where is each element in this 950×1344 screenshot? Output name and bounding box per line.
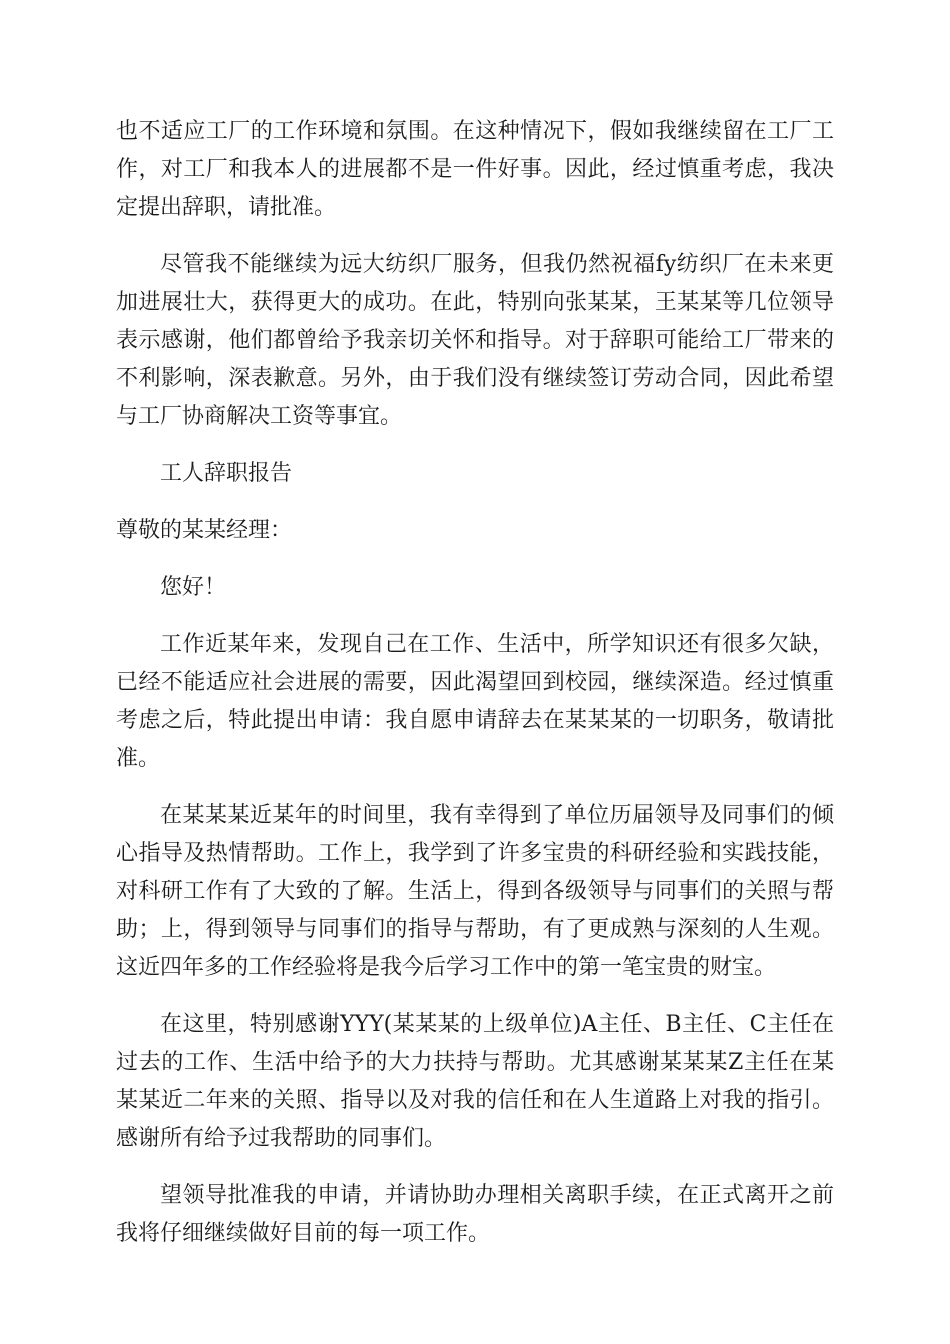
paragraph-thanks-factory: 尽管我不能继续为远大纺织厂服务，但我仍然祝福fy纺织厂在未来更加进展壮大，获得更大的成功。在此，特别向张某某，王某某等几位领导表示感谢，他们都曾给予我亲切关怀和指导。对于辞职可能给工厂带来的不利影响，深表歉意。另外，由于我们没有继续签订劳动合同，因此希望与工厂协商解决工资等事宜。 [116,252,834,429]
paragraph-continuation: 也不适应工厂的工作环境和氛围。在这种情况下，假如我继续留在工厂工作，对工厂和我本人的进展都不是一件好事。因此，经过慎重考虑，我决定提出辞职，请批准。 [116,119,834,220]
paragraph-closing-request: 望领导批准我的申请，并请协助办理相关离职手续，在正式离开之前我将仔细继续做好目前的每一项工作。 [116,1183,834,1246]
section-title: 工人辞职报告 [160,461,293,486]
paragraph-experience: 在某某某近某年的时间里，我有幸得到了单位历届领导及同事们的倾心指导及热情帮助。工作上，我学到了许多宝贵的科研经验和实践技能，对科研工作有了大致的了解。生活上，得到各级领导与同事们的关照与帮助；上，得到领导与同事们的指导与帮助，有了更成熟与深刻的人生观。这近四年多的工作经验将是我今后学习工作中的第一笔宝贵的财宝。 [116,803,834,980]
document-body [116,113,834,1272]
salutation: 尊敬的某某经理： [116,518,293,543]
greeting: 您好！ [160,575,227,600]
paragraph-acknowledgements: 在这里，特别感谢YYY(某某某的上级单位)A主任、B主任、C主任在过去的工作、生活中给予的大力扶持与帮助。尤其感谢某某某Z主任在某某某近二年来的关照、指导以及对我的信任和在人生道路上对我的指引。感谢所有给予过我帮助的同事们。 [116,1012,834,1151]
paragraph-resignation-reason: 工作近某年来，发现自己在工作、生活中，所学知识还有很多欠缺，已经不能适应社会进展的需要，因此渴望回到校园，继续深造。经过慎重考虑之后，特此提出申请：我自愿申请辞去在某某某的一切职务，敬请批准。 [116,632,834,771]
